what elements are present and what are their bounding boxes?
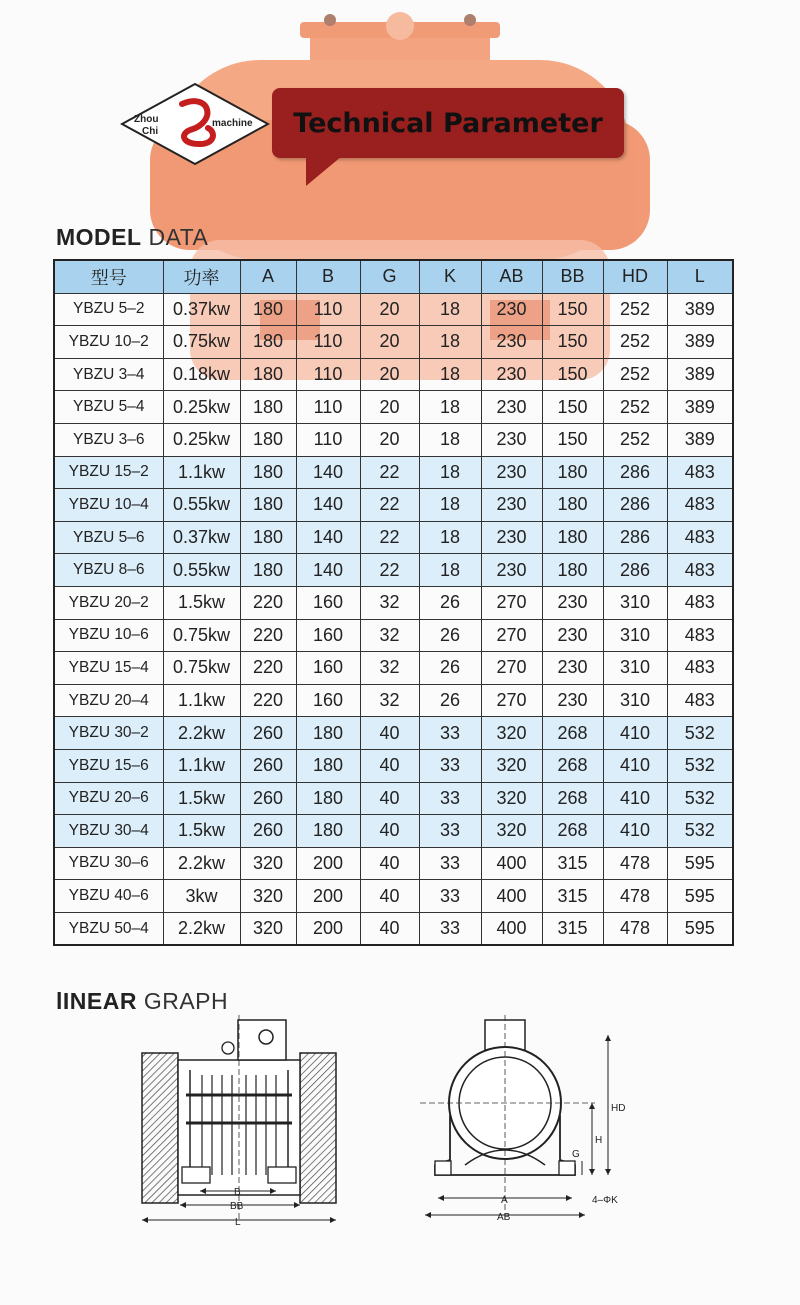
value-cell: 252 — [603, 358, 667, 391]
value-cell: 33 — [419, 782, 481, 815]
value-cell: 180 — [240, 293, 296, 326]
model-cell: YBZU 8–6 — [54, 554, 163, 587]
label-b: B — [234, 1187, 241, 1198]
header-l: L — [667, 260, 733, 293]
value-cell: 20 — [360, 358, 419, 391]
value-cell: 0.37kw — [163, 521, 240, 554]
value-cell: 18 — [419, 554, 481, 587]
value-cell: 268 — [542, 782, 603, 815]
model-cell: YBZU 10–2 — [54, 326, 163, 359]
value-cell: 220 — [240, 619, 296, 652]
header-k: K — [419, 260, 481, 293]
value-cell: 483 — [667, 489, 733, 522]
table-row — [54, 391, 733, 424]
value-cell: 110 — [296, 293, 360, 326]
value-cell: 532 — [667, 749, 733, 782]
value-cell: 180 — [240, 423, 296, 456]
value-cell: 595 — [667, 912, 733, 945]
value-cell: 252 — [603, 293, 667, 326]
value-cell: 160 — [296, 652, 360, 685]
value-cell: 2.2kw — [163, 847, 240, 880]
banner-title: Technical Parameter — [293, 107, 603, 139]
value-cell: 180 — [240, 521, 296, 554]
header-model: 型号 — [54, 260, 163, 293]
value-cell: 0.18kw — [163, 358, 240, 391]
value-cell: 0.25kw — [163, 391, 240, 424]
table-row — [54, 847, 733, 880]
value-cell: 140 — [296, 489, 360, 522]
value-cell: 40 — [360, 749, 419, 782]
value-cell: 0.75kw — [163, 326, 240, 359]
value-cell: 180 — [296, 717, 360, 750]
model-cell: YBZU 15–4 — [54, 652, 163, 685]
value-cell: 310 — [603, 586, 667, 619]
label-h: H — [595, 1135, 603, 1146]
value-cell: 150 — [542, 326, 603, 359]
value-cell: 252 — [603, 326, 667, 359]
label-a: A — [501, 1195, 508, 1206]
value-cell: 532 — [667, 717, 733, 750]
value-cell: 110 — [296, 326, 360, 359]
header-b: B — [296, 260, 360, 293]
value-cell: 400 — [481, 912, 542, 945]
model-cell: YBZU 15–2 — [54, 456, 163, 489]
value-cell: 22 — [360, 554, 419, 587]
value-cell: 478 — [603, 847, 667, 880]
value-cell: 389 — [667, 423, 733, 456]
value-cell: 220 — [240, 586, 296, 619]
model-cell: YBZU 15–6 — [54, 749, 163, 782]
model-cell: YBZU 50–4 — [54, 912, 163, 945]
value-cell: 140 — [296, 521, 360, 554]
header-a: A — [240, 260, 296, 293]
value-cell: 0.55kw — [163, 489, 240, 522]
value-cell: 230 — [481, 554, 542, 587]
value-cell: 230 — [542, 652, 603, 685]
value-cell: 478 — [603, 880, 667, 913]
value-cell: 320 — [481, 815, 542, 848]
value-cell: 1.1kw — [163, 749, 240, 782]
value-cell: 310 — [603, 652, 667, 685]
graph-heading-light: GRAPH — [143, 988, 229, 1014]
title-banner — [272, 88, 624, 158]
value-cell: 22 — [360, 521, 419, 554]
value-cell: 483 — [667, 652, 733, 685]
table-row — [54, 456, 733, 489]
value-cell: 2.2kw — [163, 912, 240, 945]
logo-text-chi: Chi — [142, 126, 159, 137]
value-cell: 18 — [419, 521, 481, 554]
model-cell: YBZU 10–4 — [54, 489, 163, 522]
value-cell: 410 — [603, 717, 667, 750]
value-cell: 0.55kw — [163, 554, 240, 587]
value-cell: 150 — [542, 423, 603, 456]
graph-heading-bold: lINEAR — [56, 988, 137, 1014]
value-cell: 180 — [240, 326, 296, 359]
value-cell: 180 — [240, 554, 296, 587]
value-cell: 180 — [542, 456, 603, 489]
value-cell: 532 — [667, 782, 733, 815]
table-row — [54, 586, 733, 619]
value-cell: 252 — [603, 391, 667, 424]
value-cell: 180 — [542, 489, 603, 522]
value-cell: 310 — [603, 684, 667, 717]
value-cell: 270 — [481, 619, 542, 652]
value-cell: 315 — [542, 912, 603, 945]
value-cell: 315 — [542, 880, 603, 913]
model-cell: YBZU 3–6 — [54, 423, 163, 456]
value-cell: 110 — [296, 358, 360, 391]
model-cell: YBZU 30–4 — [54, 815, 163, 848]
value-cell: 160 — [296, 586, 360, 619]
value-cell: 150 — [542, 391, 603, 424]
value-cell: 18 — [419, 423, 481, 456]
value-cell: 140 — [296, 456, 360, 489]
value-cell: 230 — [542, 684, 603, 717]
label-ab: AB — [497, 1212, 511, 1223]
value-cell: 33 — [419, 749, 481, 782]
model-data-heading — [56, 224, 208, 251]
value-cell: 33 — [419, 912, 481, 945]
value-cell: 20 — [360, 391, 419, 424]
value-cell: 160 — [296, 684, 360, 717]
model-cell: YBZU 30–6 — [54, 847, 163, 880]
value-cell: 220 — [240, 652, 296, 685]
value-cell: 230 — [481, 358, 542, 391]
value-cell: 483 — [667, 619, 733, 652]
model-cell: YBZU 5–4 — [54, 391, 163, 424]
value-cell: 268 — [542, 815, 603, 848]
model-heading-light: DATA — [148, 224, 209, 250]
header-bb: BB — [542, 260, 603, 293]
value-cell: 26 — [419, 652, 481, 685]
value-cell: 260 — [240, 749, 296, 782]
value-cell: 180 — [240, 391, 296, 424]
value-cell: 150 — [542, 358, 603, 391]
logo-text-zhou: Zhou — [134, 114, 159, 125]
value-cell: 400 — [481, 847, 542, 880]
model-cell: YBZU 5–6 — [54, 521, 163, 554]
value-cell: 595 — [667, 880, 733, 913]
model-cell: YBZU 20–4 — [54, 684, 163, 717]
value-cell: 230 — [481, 521, 542, 554]
value-cell: 410 — [603, 782, 667, 815]
value-cell: 230 — [481, 293, 542, 326]
value-cell: 483 — [667, 586, 733, 619]
value-cell: 1.5kw — [163, 586, 240, 619]
value-cell: 400 — [481, 880, 542, 913]
value-cell: 40 — [360, 782, 419, 815]
table-row — [54, 912, 733, 945]
value-cell: 389 — [667, 293, 733, 326]
value-cell: 286 — [603, 456, 667, 489]
label-hd: HD — [611, 1103, 626, 1114]
model-cell: YBZU 30–2 — [54, 717, 163, 750]
table-row — [54, 489, 733, 522]
value-cell: 230 — [481, 423, 542, 456]
value-cell: 33 — [419, 880, 481, 913]
table-row — [54, 717, 733, 750]
table-row — [54, 619, 733, 652]
value-cell: 1.1kw — [163, 684, 240, 717]
value-cell: 180 — [296, 749, 360, 782]
value-cell: 180 — [240, 489, 296, 522]
table-row — [54, 749, 733, 782]
value-cell: 1.5kw — [163, 815, 240, 848]
value-cell: 26 — [419, 586, 481, 619]
table-row — [54, 423, 733, 456]
front-view-drawing — [420, 1015, 625, 1223]
label-l: L — [235, 1217, 241, 1228]
value-cell: 230 — [481, 326, 542, 359]
value-cell: 140 — [296, 554, 360, 587]
table-row — [54, 293, 733, 326]
label-bb: BB — [230, 1201, 244, 1212]
value-cell: 320 — [240, 912, 296, 945]
value-cell: 0.75kw — [163, 619, 240, 652]
model-cell: YBZU 20–6 — [54, 782, 163, 815]
value-cell: 270 — [481, 586, 542, 619]
value-cell: 0.75kw — [163, 652, 240, 685]
header-hd: HD — [603, 260, 667, 293]
value-cell: 268 — [542, 717, 603, 750]
value-cell: 26 — [419, 619, 481, 652]
model-cell: YBZU 10–6 — [54, 619, 163, 652]
value-cell: 200 — [296, 880, 360, 913]
value-cell: 180 — [240, 456, 296, 489]
value-cell: 180 — [296, 782, 360, 815]
value-cell: 230 — [481, 391, 542, 424]
table-row — [54, 358, 733, 391]
value-cell: 260 — [240, 782, 296, 815]
value-cell: 595 — [667, 847, 733, 880]
value-cell: 389 — [667, 326, 733, 359]
value-cell: 33 — [419, 717, 481, 750]
value-cell: 230 — [481, 489, 542, 522]
value-cell: 3kw — [163, 880, 240, 913]
label-k: 4–ΦK — [592, 1195, 618, 1206]
value-cell: 110 — [296, 423, 360, 456]
banner-pointer — [306, 156, 342, 186]
model-data-table — [53, 259, 734, 946]
value-cell: 0.25kw — [163, 423, 240, 456]
linear-graph-drawing — [120, 1015, 640, 1230]
value-cell: 18 — [419, 358, 481, 391]
linear-graph-heading — [56, 988, 228, 1015]
value-cell: 180 — [296, 815, 360, 848]
table-row — [54, 326, 733, 359]
table-header-row — [54, 260, 733, 293]
value-cell: 20 — [360, 293, 419, 326]
value-cell: 18 — [419, 293, 481, 326]
value-cell: 26 — [419, 684, 481, 717]
value-cell: 1.5kw — [163, 782, 240, 815]
value-cell: 33 — [419, 815, 481, 848]
value-cell: 1.1kw — [163, 456, 240, 489]
value-cell: 32 — [360, 684, 419, 717]
value-cell: 230 — [481, 456, 542, 489]
model-cell: YBZU 5–2 — [54, 293, 163, 326]
value-cell: 22 — [360, 456, 419, 489]
header-g: G — [360, 260, 419, 293]
company-logo — [120, 82, 270, 166]
value-cell: 268 — [542, 749, 603, 782]
value-cell: 389 — [667, 391, 733, 424]
model-heading-bold: MODEL — [56, 224, 142, 250]
value-cell: 270 — [481, 684, 542, 717]
value-cell: 40 — [360, 717, 419, 750]
value-cell: 18 — [419, 326, 481, 359]
value-cell: 110 — [296, 391, 360, 424]
value-cell: 286 — [603, 521, 667, 554]
header-ab: AB — [481, 260, 542, 293]
side-view-drawing — [142, 1015, 336, 1228]
value-cell: 20 — [360, 326, 419, 359]
value-cell: 32 — [360, 652, 419, 685]
value-cell: 22 — [360, 489, 419, 522]
value-cell: 160 — [296, 619, 360, 652]
value-cell: 286 — [603, 489, 667, 522]
value-cell: 320 — [240, 880, 296, 913]
value-cell: 260 — [240, 815, 296, 848]
value-cell: 320 — [481, 782, 542, 815]
value-cell: 532 — [667, 815, 733, 848]
table-row — [54, 815, 733, 848]
value-cell: 200 — [296, 912, 360, 945]
table-row — [54, 782, 733, 815]
value-cell: 33 — [419, 847, 481, 880]
value-cell: 0.37kw — [163, 293, 240, 326]
table-row — [54, 684, 733, 717]
value-cell: 180 — [542, 554, 603, 587]
value-cell: 180 — [542, 521, 603, 554]
value-cell: 320 — [240, 847, 296, 880]
table-body — [54, 293, 733, 945]
table-row — [54, 880, 733, 913]
value-cell: 410 — [603, 815, 667, 848]
value-cell: 40 — [360, 912, 419, 945]
value-cell: 200 — [296, 847, 360, 880]
value-cell: 32 — [360, 586, 419, 619]
value-cell: 320 — [481, 717, 542, 750]
table-row — [54, 554, 733, 587]
value-cell: 18 — [419, 456, 481, 489]
value-cell: 483 — [667, 554, 733, 587]
model-cell: YBZU 3–4 — [54, 358, 163, 391]
value-cell: 389 — [667, 358, 733, 391]
value-cell: 180 — [240, 358, 296, 391]
value-cell: 220 — [240, 684, 296, 717]
value-cell: 32 — [360, 619, 419, 652]
value-cell: 483 — [667, 456, 733, 489]
value-cell: 270 — [481, 652, 542, 685]
value-cell: 20 — [360, 423, 419, 456]
header-power: 功率 — [163, 260, 240, 293]
value-cell: 310 — [603, 619, 667, 652]
value-cell: 40 — [360, 847, 419, 880]
value-cell: 40 — [360, 880, 419, 913]
value-cell: 150 — [542, 293, 603, 326]
model-cell: YBZU 40–6 — [54, 880, 163, 913]
value-cell: 483 — [667, 684, 733, 717]
label-g: G — [572, 1149, 580, 1160]
table-row — [54, 652, 733, 685]
table-row — [54, 521, 733, 554]
logo-text-machine: machine — [212, 118, 253, 129]
value-cell: 315 — [542, 847, 603, 880]
value-cell: 260 — [240, 717, 296, 750]
value-cell: 410 — [603, 749, 667, 782]
model-cell: YBZU 20–2 — [54, 586, 163, 619]
value-cell: 320 — [481, 749, 542, 782]
value-cell: 40 — [360, 815, 419, 848]
value-cell: 478 — [603, 912, 667, 945]
value-cell: 230 — [542, 586, 603, 619]
value-cell: 18 — [419, 489, 481, 522]
value-cell: 483 — [667, 521, 733, 554]
value-cell: 2.2kw — [163, 717, 240, 750]
value-cell: 230 — [542, 619, 603, 652]
value-cell: 286 — [603, 554, 667, 587]
value-cell: 252 — [603, 423, 667, 456]
value-cell: 18 — [419, 391, 481, 424]
